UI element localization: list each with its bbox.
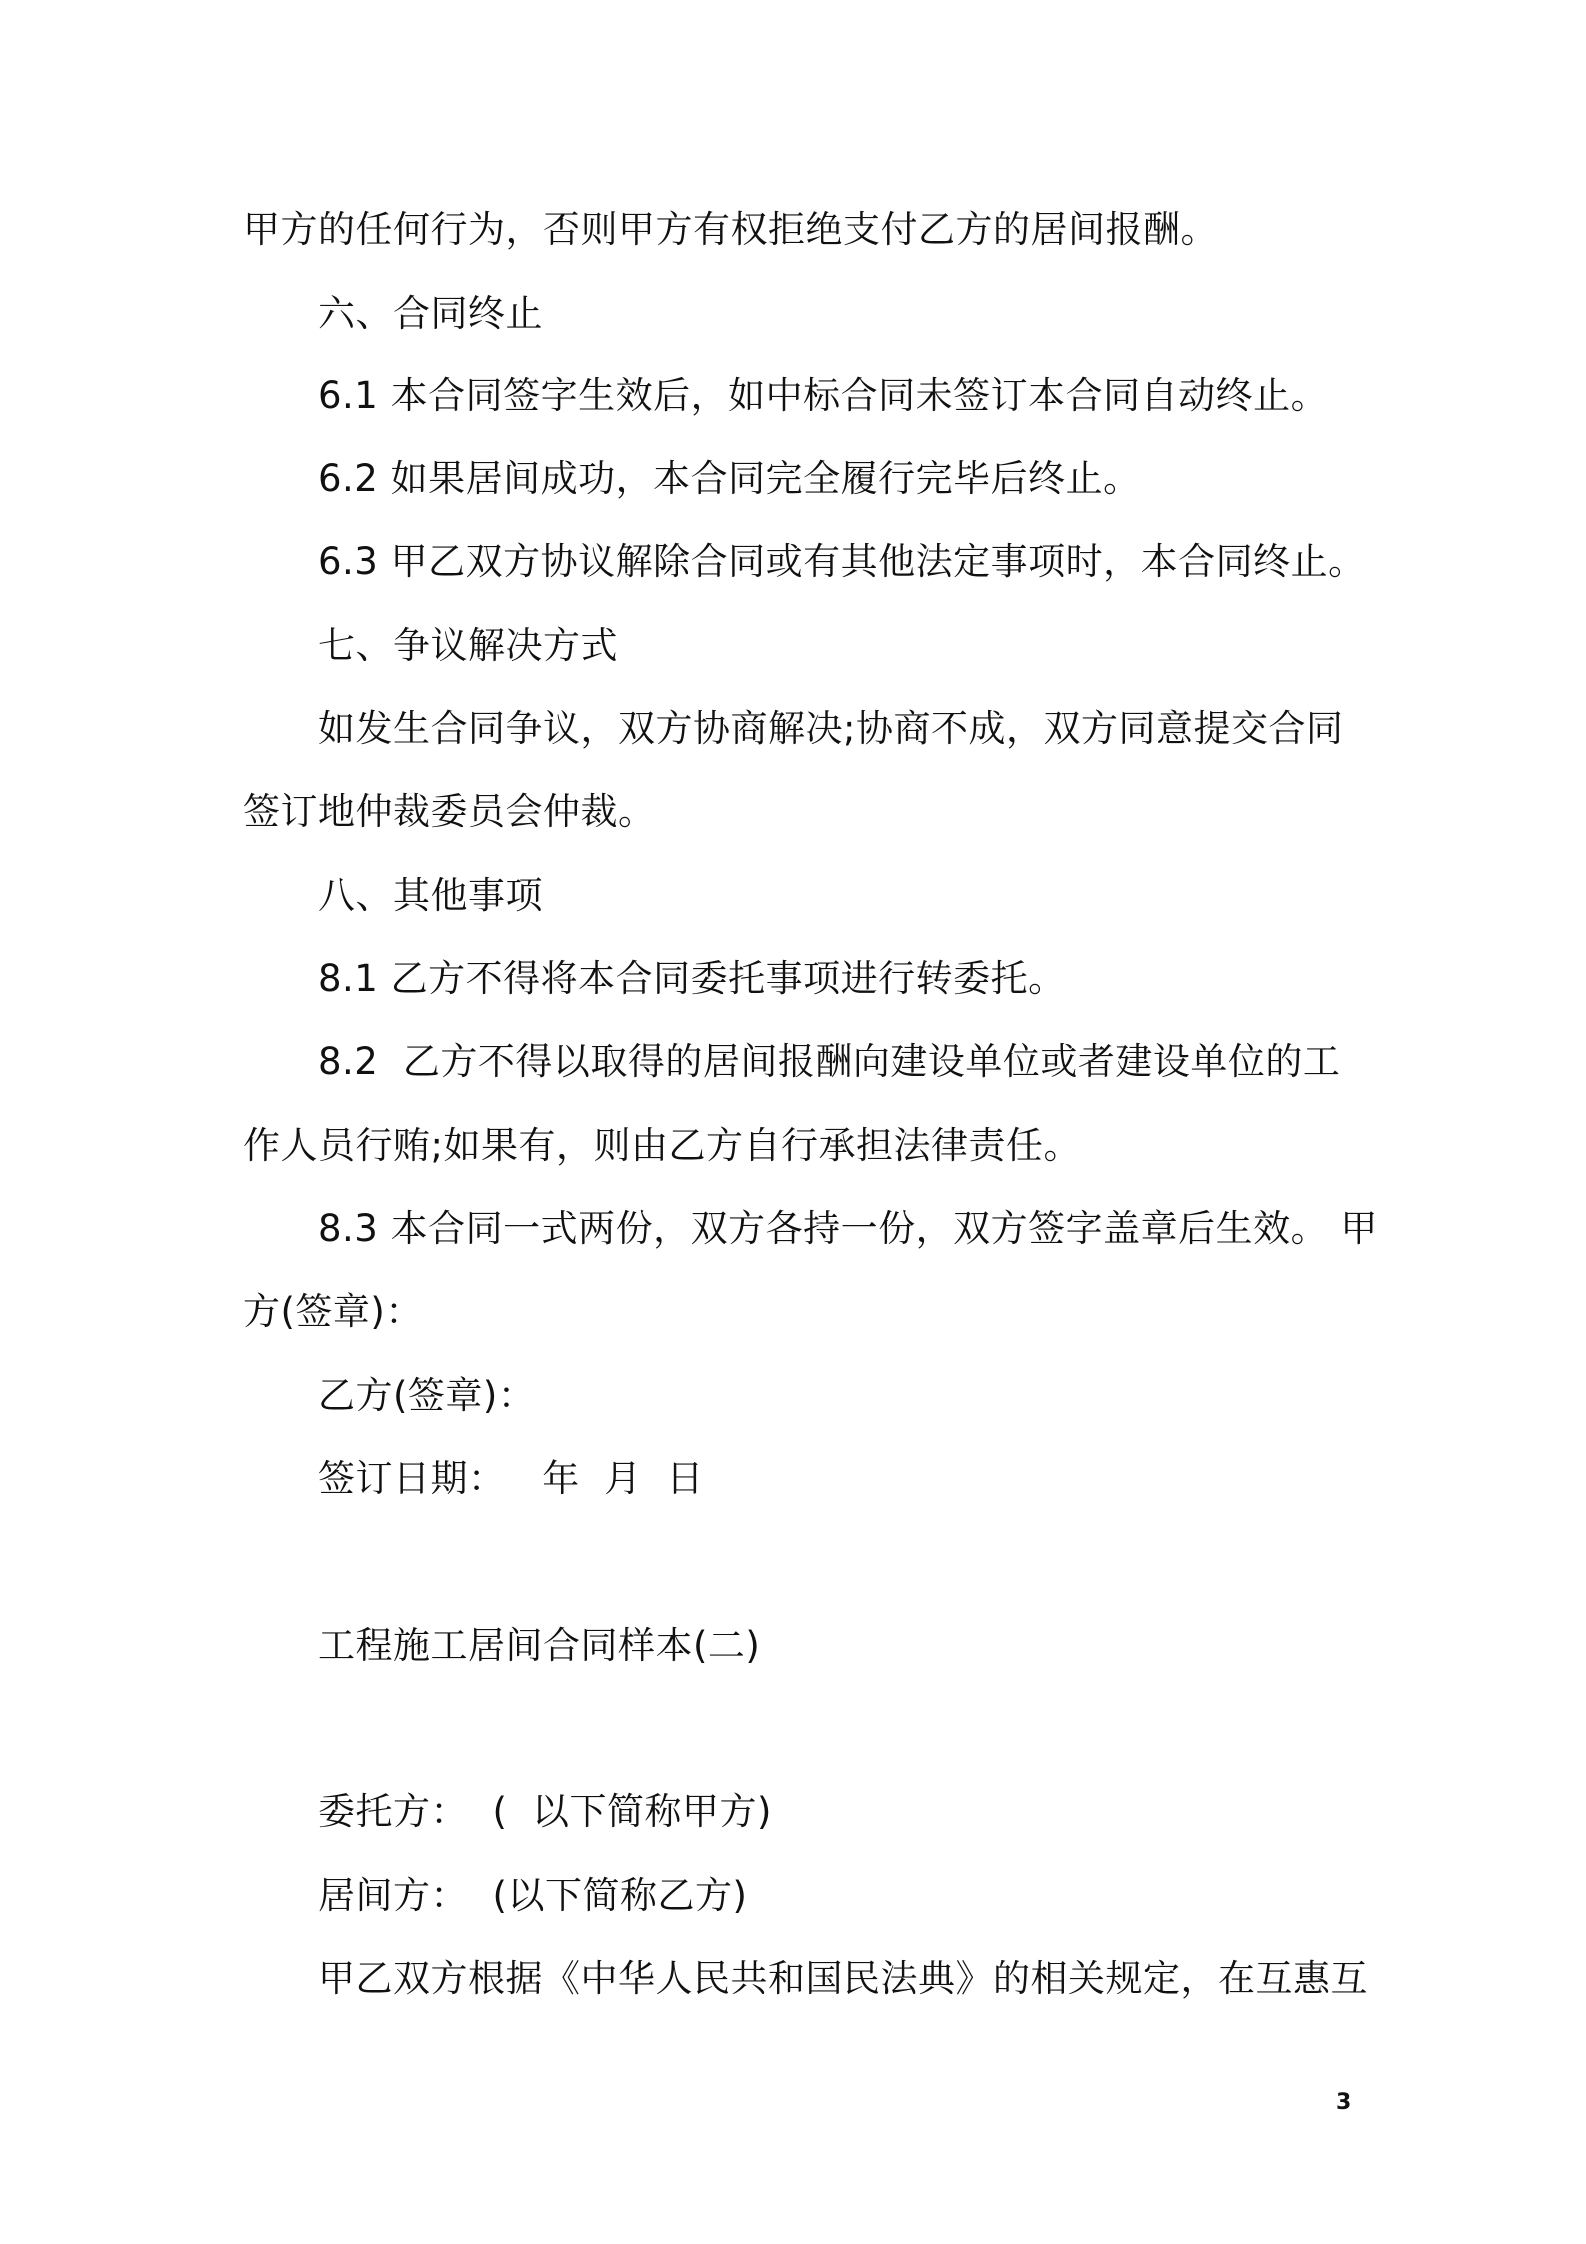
- paragraph-line: 签订地仲裁委员会仲裁。: [243, 790, 656, 833]
- document-title: 工程施工居间合同样本(二): [318, 1624, 761, 1667]
- clause-line: 8.3 本合同一式两份，双方各持一份，双方签字盖章后生效。 甲: [318, 1207, 1378, 1250]
- signature-party-b: 乙方(签章)：: [318, 1374, 536, 1417]
- party-line: 委托方： ( 以下简称甲方): [318, 1790, 772, 1833]
- clause-line: 8.1 乙方不得将本合同委托事项进行转委托。: [318, 957, 1066, 1000]
- clause-line: 6.3 甲乙双方协议解除合同或有其他法定事项时，本合同终止。: [318, 540, 1366, 583]
- signature-party-a: 方(签章)：: [243, 1290, 423, 1333]
- signing-date: 签订日期： 年 月 日: [318, 1457, 704, 1500]
- clause-line: 6.1 本合同签字生效后，如中标合同未签订本合同自动终止。: [318, 374, 1329, 417]
- paragraph-line: 作人员行贿;如果有，则由乙方自行承担法律责任。: [243, 1124, 1081, 1167]
- section-heading: 七、争议解决方式: [318, 624, 618, 667]
- paragraph-line: 甲乙双方根据《中华人民共和国民法典》的相关规定，在互惠互: [318, 1957, 1368, 2000]
- paragraph-line: 如发生合同争议，双方协商解决;协商不成，双方同意提交合同: [318, 707, 1344, 750]
- paragraph-line: 甲方的任何行为，否则甲方有权拒绝支付乙方的居间报酬。: [243, 208, 1218, 251]
- clause-line: 6.2 如果居间成功，本合同完全履行完毕后终止。: [318, 457, 1141, 500]
- clause-line: 8.2 乙方不得以取得的居间报酬向建设单位或者建设单位的工: [318, 1040, 1341, 1083]
- section-heading: 六、合同终止: [318, 292, 543, 335]
- section-heading: 八、其他事项: [318, 874, 543, 917]
- party-line: 居间方： (以下简称乙方): [318, 1874, 748, 1917]
- page-number: 3: [1336, 2090, 1352, 2115]
